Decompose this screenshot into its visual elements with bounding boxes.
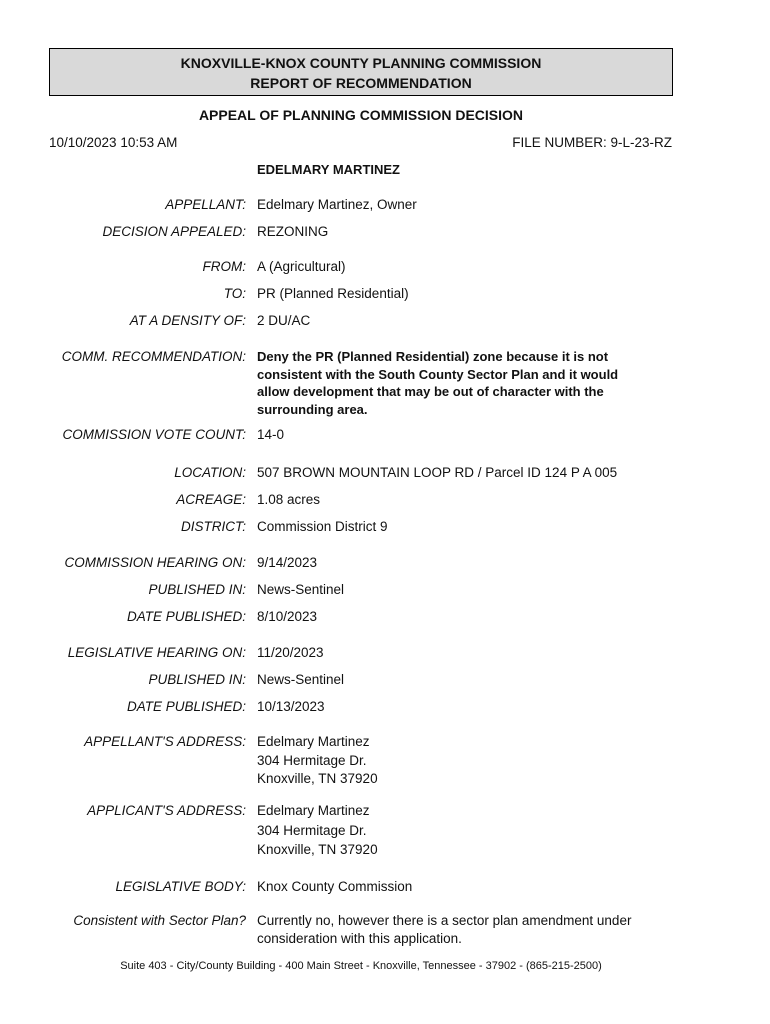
sector-plan-line: Currently no, however there is a sector plan amendment under xyxy=(257,913,632,928)
field-label: Consistent with Sector Plan? xyxy=(73,913,246,928)
page-footer: Suite 403 - City/County Building - 400 Main Street - Knoxville, Tennessee - 37902 - (865-215-2500) xyxy=(120,960,602,972)
field-label: APPELLANT'S ADDRESS: xyxy=(84,734,246,749)
address-line: Edelmary Martinez xyxy=(257,803,370,818)
field-value: 11/20/2023 xyxy=(257,645,324,660)
field-label: DATE PUBLISHED: xyxy=(126,609,246,624)
field-value: 507 BROWN MOUNTAIN LOOP RD / Parcel ID 124 P A 005 xyxy=(257,465,618,480)
field-value: Edelmary Martinez, Owner xyxy=(257,197,417,212)
field-label: COMM. RECOMMENDATION: xyxy=(61,349,246,364)
field-value: 1.08 acres xyxy=(257,492,321,507)
field-value: News-Sentinel xyxy=(257,672,345,687)
field-value: Knox County Commission xyxy=(257,879,413,894)
field-value: 8/10/2023 xyxy=(257,609,318,624)
document-subtitle: APPEAL OF PLANNING COMMISSION DECISION xyxy=(198,107,524,123)
field-label: AT A DENSITY OF: xyxy=(129,313,246,328)
field-value: News-Sentinel xyxy=(257,582,345,597)
field-label: PUBLISHED IN: xyxy=(148,672,246,687)
field-value: 14-0 xyxy=(257,427,285,442)
header-subtitle: REPORT OF RECOMMENDATION xyxy=(250,75,472,91)
field-label: APPLICANT'S ADDRESS: xyxy=(87,803,246,818)
address-line: Knoxville, TN 37920 xyxy=(257,842,378,857)
field-value xyxy=(257,801,677,860)
address-line: 304 Hermitage Dr. xyxy=(257,822,367,838)
sector-plan-line: consideration with this application. xyxy=(257,930,462,946)
field-value: 2 DU/AC xyxy=(257,313,311,328)
field-label: DECISION APPEALED: xyxy=(102,224,246,239)
field-label: COMMISSION VOTE COUNT: xyxy=(62,427,246,442)
field-value: Commission District 9 xyxy=(257,519,388,534)
recommendation-line: Deny the PR (Planned Residential) zone because it is not xyxy=(257,349,609,364)
recommendation-line: consistent with the South County Sector Plan and it would xyxy=(257,366,619,382)
file-number: FILE NUMBER: 9-L-23-RZ xyxy=(512,135,672,150)
field-value: 9/14/2023 xyxy=(257,555,318,570)
field-value: PR (Planned Residential) xyxy=(257,286,409,301)
recommendation-line: allow development that may be out of character with the xyxy=(257,384,604,399)
field-label: DATE PUBLISHED: xyxy=(126,699,246,714)
field-value xyxy=(257,733,677,789)
report-datetime: 10/10/2023 10:53 AM xyxy=(49,135,178,150)
field-label: FROM: xyxy=(202,259,246,274)
field-label: APPELLANT: xyxy=(165,197,246,212)
field-label: PUBLISHED IN: xyxy=(148,582,246,597)
address-line: Edelmary Martinez xyxy=(257,734,370,749)
address-line: 304 Hermitage Dr. xyxy=(257,752,367,768)
field-value: 10/13/2023 xyxy=(257,699,325,714)
appellant-name-heading: EDELMARY MARTINEZ xyxy=(257,162,400,177)
field-label: LOCATION: xyxy=(174,465,246,480)
field-value: A (Agricultural) xyxy=(257,259,346,274)
field-value xyxy=(257,348,677,418)
header-title: KNOXVILLE-KNOX COUNTY PLANNING COMMISSION xyxy=(180,55,542,71)
field-value xyxy=(257,912,677,947)
address-line: Knoxville, TN 37920 xyxy=(257,771,378,786)
field-label: COMMISSION HEARING ON: xyxy=(64,555,246,570)
field-label: TO: xyxy=(223,286,246,301)
report-header xyxy=(49,48,673,96)
field-label: LEGISLATIVE HEARING ON: xyxy=(67,645,246,660)
recommendation-line: surrounding area. xyxy=(257,401,368,417)
field-label: DISTRICT: xyxy=(181,519,246,534)
field-label: ACREAGE: xyxy=(176,492,246,507)
field-value: REZONING xyxy=(257,224,329,239)
field-label: LEGISLATIVE BODY: xyxy=(115,879,246,894)
